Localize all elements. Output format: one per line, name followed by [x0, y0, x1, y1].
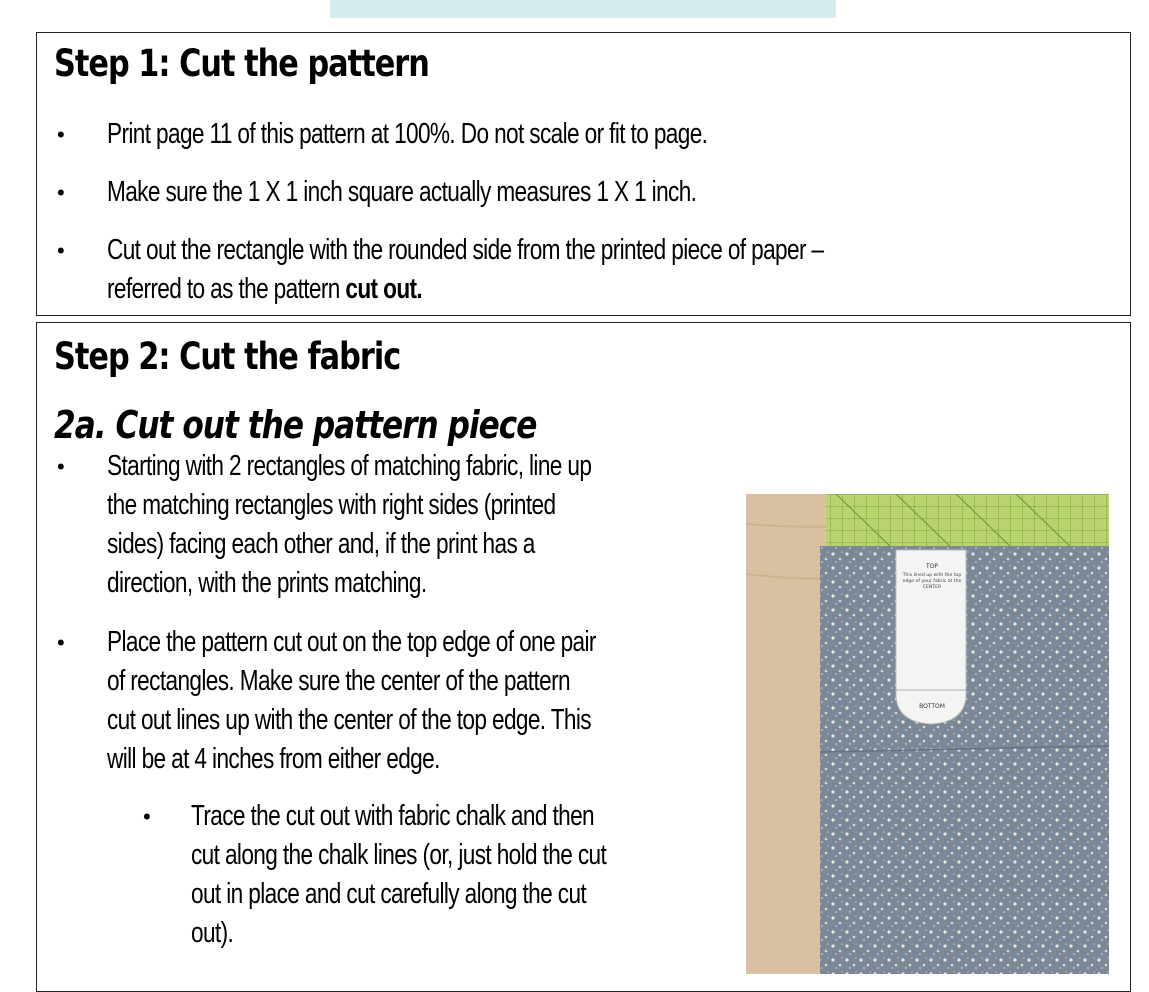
bullet-dot: • — [143, 804, 151, 829]
bullet-dot: • — [57, 454, 65, 479]
list-item — [143, 797, 723, 953]
step-1-bullet-2: Make sure the 1 X 1 inch square actually measures 1 X 1 inch. — [107, 176, 697, 208]
step-2a-sub-bullet-line: cut along the chalk lines (or, just hold the cut — [191, 839, 607, 871]
list-item — [57, 173, 1026, 231]
fabric-photo-illustration — [746, 494, 1109, 974]
step-2a-subtitle: 2a. Cut out the pattern piece — [54, 403, 537, 447]
step-2a-bullet-2-line: Place the pattern cut out on the top edge of one pair — [107, 626, 596, 658]
step-1-section — [36, 32, 1131, 316]
step-1-bullet-3-line-2: referred to as the pattern — [107, 273, 346, 305]
step-1-title: Step 1: Cut the pattern — [54, 42, 429, 85]
step-1-bullet-1: Print page 11 of this pattern at 100%. Do not scale or fit to page. — [107, 118, 708, 150]
step-2a-bullet-1-line: sides) facing each other and, if the print has a — [107, 528, 535, 560]
list-item — [57, 447, 734, 623]
step-2a-bullet-2-line: will be at 4 inches from either edge. — [107, 743, 440, 775]
step-2a-sub-bullet-list — [143, 797, 723, 953]
step-2a-bullet-1-line: Starting with 2 rectangles of matching fabric, line up — [107, 450, 592, 482]
bullet-dot: • — [57, 122, 65, 147]
pattern-bottom-label: BOTTOM — [919, 703, 945, 710]
list-item — [57, 231, 1026, 309]
step-2a-bullet-1-line: direction, with the prints matching. — [107, 567, 427, 599]
header-banner — [330, 0, 836, 18]
step-2a-bullet-2-line: cut out lines up with the center of the top edge. This — [107, 704, 591, 736]
bullet-dot: • — [57, 630, 65, 655]
step-2a-sub-bullet-line: out). — [191, 917, 234, 949]
pattern-top-label: TOP — [925, 563, 939, 570]
bullet-dot: • — [57, 180, 65, 205]
pattern-top-note: This lined up with the top — [902, 573, 962, 578]
list-item — [57, 623, 734, 799]
step-2a-bullet-2-line: of rectangles. Make sure the center of the pattern — [107, 665, 570, 697]
cut-out-term: cut out. — [345, 273, 423, 305]
step-2-title: Step 2: Cut the fabric — [54, 335, 401, 378]
step-2a-sub-bullet-line: Trace the cut out with fabric chalk and then — [191, 800, 594, 832]
step-1-bullet-list — [57, 115, 1026, 309]
step-2a-bullet-1-line: the matching rectangles with right sides (printed — [107, 489, 556, 521]
step-2a-bullet-list — [57, 447, 734, 799]
pattern-top-note: CENTER — [922, 585, 942, 590]
pattern-top-note: edge of your fabric at the — [902, 579, 962, 584]
list-item — [57, 115, 1026, 173]
step-2a-sub-bullet-line: out in place and cut carefully along the cut — [191, 878, 587, 910]
fabric-pattern-photo — [746, 494, 1109, 974]
bullet-dot: • — [57, 238, 65, 263]
step-1-bullet-3-line-1: Cut out the rectangle with the rounded side from the printed piece of paper – — [107, 234, 824, 266]
